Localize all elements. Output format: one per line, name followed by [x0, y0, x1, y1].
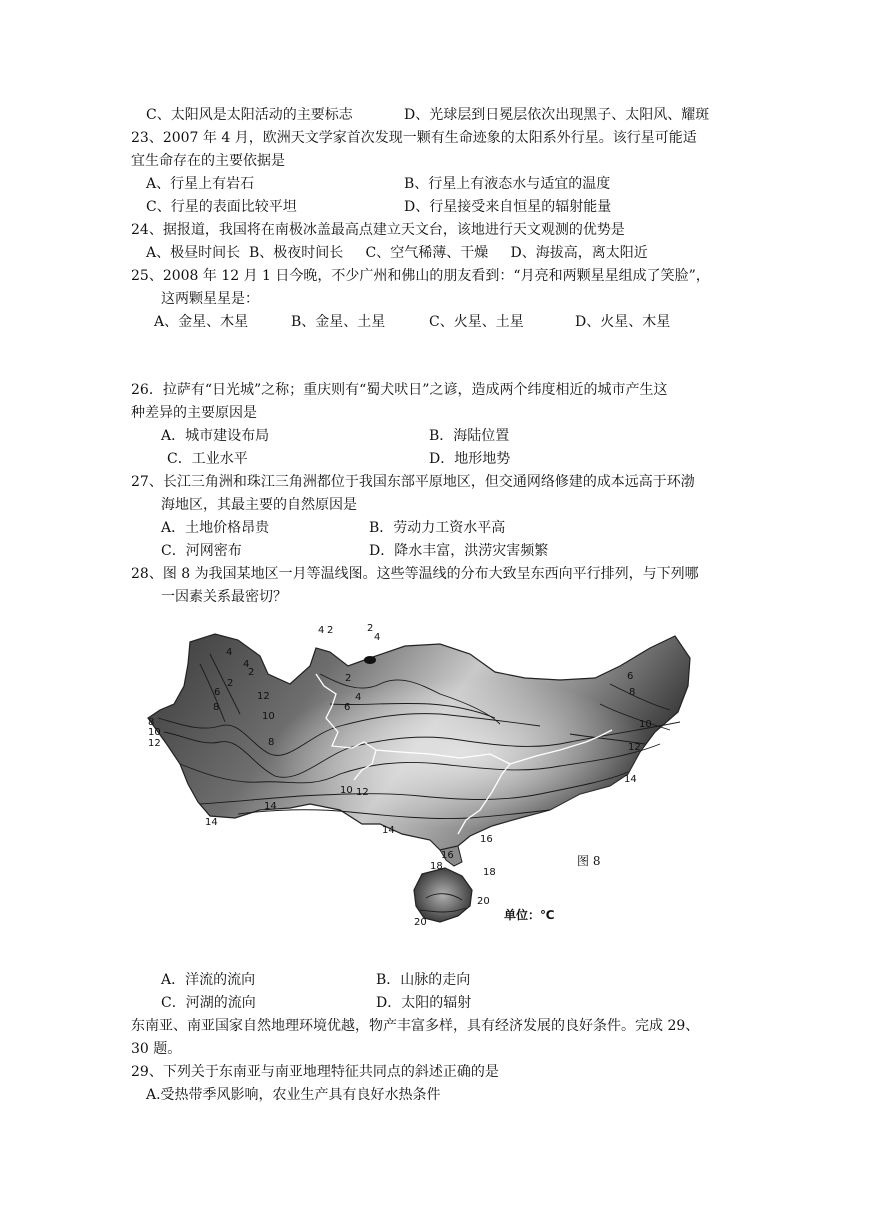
q27-stem-line2: 海地区，其最主要的自然原因是: [161, 497, 357, 513]
q29-option-a: A.受热带季风影响，农业生产具有良好水热条件: [146, 1087, 441, 1103]
figure-caption: 图 8: [577, 854, 601, 868]
isotherm-label: 10: [262, 711, 275, 722]
unit-label: 单位：℃: [504, 908, 555, 922]
isotherm-label: 16: [480, 834, 493, 845]
isotherm-label: 8: [629, 687, 636, 698]
island-landmass: [414, 868, 472, 922]
isotherm-label: 4: [355, 692, 362, 703]
isotherm-label: 6: [344, 702, 351, 713]
q26-stem-line2: 种差异的主要原因是: [131, 405, 257, 421]
isotherm-label: 20: [414, 917, 427, 928]
isotherm-label: 12: [257, 691, 270, 702]
isotherm-label: 8: [148, 717, 155, 728]
isotherm-label: 16: [441, 850, 454, 861]
q26-option-a: A．城市建设布局: [161, 428, 270, 444]
isotherm-label: 2: [248, 667, 255, 678]
q23-stem-line2: 宜生命存在的主要依据是: [131, 153, 285, 169]
q25-stem-line2: 这两颗星星是：: [161, 291, 259, 307]
isotherm-label: 10: [639, 719, 652, 730]
q27-option-c: C．河网密布: [161, 543, 242, 559]
isotherm-label: 10: [148, 727, 161, 738]
q27-option-d: D．降水丰富，洪涝灾害频繁: [369, 543, 549, 559]
q28-stem-line1: 28、图 8 为我国某地区一月等温线图。这些等温线的分布大致呈东西向平行排列，与下列哪: [131, 566, 699, 582]
isotherm-label: 4: [243, 659, 250, 670]
intro-line1: 东南亚、南亚国家自然地理环境优越，物产丰富多样，具有经济发展的良好条件。完成 29、: [131, 1018, 700, 1034]
q25-option-b: B、金星、土星: [291, 314, 386, 330]
isotherm-label: 12: [356, 787, 369, 798]
intro-line2: 30 题。: [131, 1041, 182, 1057]
isotherm-label: 4: [226, 647, 233, 658]
q26-stem-line1: 26．拉萨有“日光城”之称；重庆则有“蜀犬吠日”之谚，造成两个纬度相近的城市产生这: [131, 382, 668, 398]
q23-stem-line1: 23、2007 年 4 月，欧洲天文学家首次发现一颗有生命迹象的太阳系外行星。该行星可能适: [131, 130, 697, 146]
q26-option-d: D．地形地势: [429, 451, 511, 467]
isotherm-label: 14: [624, 774, 637, 785]
isotherm-label: 2: [345, 673, 352, 684]
isotherm-label: 12: [148, 738, 161, 749]
q25-stem-line1: 25、2008 年 12 月 1 日今晚，不少广州和佛山的朋友看到：“月亮和两颗星星组成了笑脸”，: [131, 268, 710, 284]
q23-option-b: B、行星上有液态水与适宜的温度: [404, 176, 611, 192]
q23-option-c: C、行星的表面比较平坦: [146, 199, 297, 215]
isotherm-label: 2: [327, 625, 334, 636]
q25-option-c: C、火星、土星: [429, 314, 524, 330]
isotherm-label: 2: [367, 623, 374, 634]
lake-spot: [364, 656, 376, 664]
isotherm-label: 8: [213, 702, 220, 713]
q28-stem-line2: 一因素关系最密切？: [161, 589, 287, 605]
isotherm-label: 4: [374, 632, 381, 643]
q25-option-d: D、火星、木星: [575, 314, 671, 330]
q26-option-b: B．海陆位置: [429, 428, 510, 444]
q24-options: A、极昼时间长 B、极夜时间长 C、空气稀薄、干燥 D、海拔高，离太阳近: [146, 245, 648, 261]
q27-stem-line1: 27、长江三角洲和珠江三角洲都位于我国东部平原地区，但交通网络修建的成本远高于环渤: [131, 474, 695, 490]
q23-option-a: A、行星上有岩石: [146, 176, 255, 192]
q28-option-a: A．洋流的流向: [161, 972, 256, 988]
isotherm-label: 8: [268, 737, 275, 748]
q22-option-c: C、太阳风是太阳活动的主要标志: [146, 107, 353, 123]
isotherm-label: 4: [318, 625, 325, 636]
isotherm-label: 20: [477, 896, 490, 907]
isotherm-label: 12: [628, 742, 641, 753]
isotherm-label: 18: [483, 867, 496, 878]
isotherm-label: 6: [627, 671, 634, 682]
isotherm-label: 14: [382, 825, 395, 836]
q29-stem: 29、下列关于东南亚与南亚地理特征共同点的斜述正确的是: [131, 1064, 499, 1080]
q22-option-d: D、光球层到日冕层依次出现黑子、太阳风、耀斑: [404, 107, 710, 123]
isotherm-label: 10: [340, 785, 353, 796]
q23-option-d: D、行星接受来自恒星的辐射能量: [404, 199, 612, 215]
q28-option-c: C．河湖的流向: [161, 995, 256, 1011]
isotherm-label: 14: [264, 801, 277, 812]
isotherm-label: 18: [430, 861, 443, 872]
q28-option-b: B．山脉的走向: [376, 972, 471, 988]
q27-option-b: B．劳动力工资水平高: [369, 520, 506, 536]
isotherm-map-figure: [140, 614, 700, 932]
q26-option-c: C．工业水平: [167, 451, 248, 467]
q28-option-d: D．太阳的辐射: [376, 995, 472, 1011]
q25-option-a: A、金星、木星: [154, 314, 249, 330]
isotherm-label: 2: [227, 678, 234, 689]
isotherm-label: 14: [205, 817, 218, 828]
q27-option-a: A．土地价格昂贵: [161, 520, 270, 536]
isotherm-label: 6: [214, 687, 221, 698]
q24-stem: 24、据报道，我国将在南极冰盖最高点建立天文台，该地进行天文观测的优势是: [131, 222, 625, 238]
